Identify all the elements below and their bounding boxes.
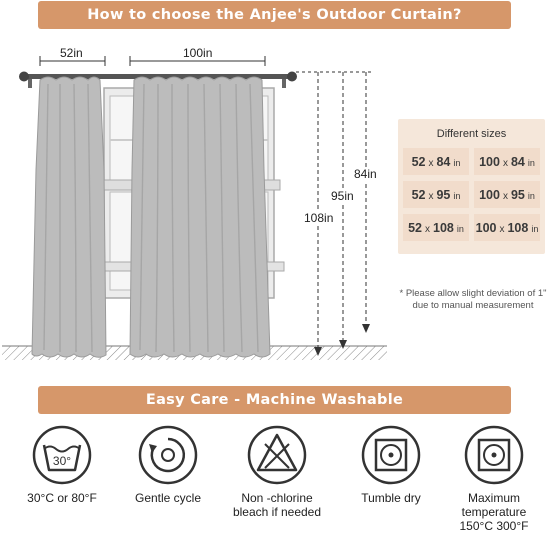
size-separator: x [428, 158, 434, 169]
size-unit: in [527, 158, 535, 168]
care-title: Easy Care - Machine Washable [145, 392, 404, 408]
size-length: 95 [510, 188, 525, 202]
care-label: Maximum temperature 150°C 300°F [459, 491, 529, 533]
care-item-wash [7, 425, 117, 505]
size-option [474, 148, 540, 175]
size-option [403, 181, 469, 208]
care-label: Tumble dry [361, 491, 421, 505]
size-width: 100 [475, 221, 497, 235]
length-label-108: 108in [304, 211, 334, 225]
measurement-note: * Please allow slight deviation of 1" due to manual measurement [399, 288, 547, 311]
size-width: 100 [479, 155, 500, 169]
sizes-panel [398, 119, 545, 254]
width-label-left: 52in [60, 46, 83, 60]
size-option [403, 148, 469, 175]
size-unit: in [456, 224, 464, 234]
size-length: 108 [433, 221, 454, 235]
sizes-title: Different sizes [436, 128, 507, 140]
care-label: Gentle cycle [134, 491, 202, 505]
size-unit: in [531, 224, 539, 234]
size-separator: x [425, 224, 431, 235]
size-separator: x [428, 191, 434, 202]
care-item-gentle [113, 425, 223, 505]
length-label-95: 95in [331, 189, 354, 203]
care-item-bleach [222, 425, 332, 519]
size-option [474, 214, 540, 241]
size-length: 95 [436, 188, 451, 202]
size-separator: x [502, 158, 508, 169]
care-label: 30°C or 80°F [27, 491, 97, 505]
size-unit: in [453, 158, 461, 168]
size-length: 84 [436, 155, 451, 169]
max-temperature-icon [464, 425, 524, 485]
size-width: 52 [411, 188, 426, 202]
curtain-panel-left [32, 77, 106, 357]
size-length: 108 [507, 221, 529, 235]
care-banner [38, 386, 511, 414]
size-separator: x [499, 224, 505, 235]
size-width: 52 [411, 155, 426, 169]
size-option [403, 214, 469, 241]
size-width: 52 [408, 221, 423, 235]
length-label-84: 84in [354, 167, 377, 181]
wash-30-icon [32, 425, 92, 485]
size-width: 100 [479, 188, 500, 202]
width-label-right: 100in [183, 46, 213, 60]
care-item-temperature [439, 425, 549, 533]
care-label: Non -chlorine bleach if needed [232, 491, 322, 519]
curtain-panel-right [130, 77, 270, 357]
size-separator: x [502, 191, 508, 202]
size-length: 84 [510, 155, 525, 169]
size-unit: in [527, 191, 535, 201]
tumble-dry-icon [361, 425, 421, 485]
curtain-illustration [0, 40, 400, 370]
wash-temp-text: 30° [52, 454, 72, 468]
gentle-cycle-icon [138, 425, 198, 485]
size-unit: in [453, 191, 461, 201]
non-chlorine-bleach-icon [247, 425, 307, 485]
care-item-tumble [336, 425, 446, 505]
header-title: How to choose the Anjee's Outdoor Curtain? [87, 7, 462, 23]
size-option [474, 181, 540, 208]
header-banner [38, 1, 511, 29]
